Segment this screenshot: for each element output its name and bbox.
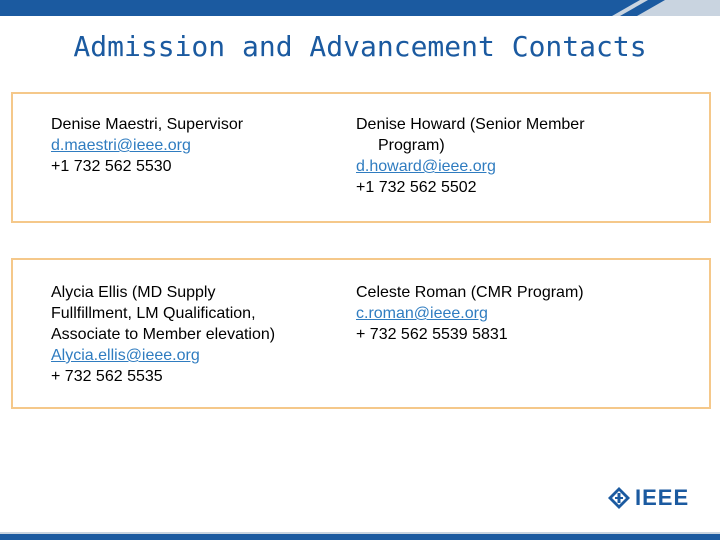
contact-card-roman — [356, 282, 584, 345]
contact-phone: +1 732 562 5530 — [51, 158, 172, 175]
contact-name: Denise Maestri, Supervisor — [51, 116, 244, 133]
ieee-logo — [607, 484, 697, 512]
contact-phone: + 732 562 5535 — [51, 368, 163, 385]
contacts-box-top — [11, 92, 711, 223]
ieee-wordmark: IEEE — [635, 485, 690, 510]
contact-name: Celeste Roman (CMR Program) — [356, 284, 584, 301]
bottom-banner — [0, 532, 720, 540]
contact-email-link[interactable]: d.maestri@ieee.org — [51, 137, 191, 154]
contacts-box-bottom — [11, 258, 711, 409]
contact-name-continued: Associate to Member elevation) — [51, 326, 276, 343]
contact-name: Denise Howard (Senior Member — [356, 116, 585, 133]
contact-card-howard — [356, 114, 585, 198]
top-banner — [0, 0, 720, 16]
contact-name-continued: Fullfillment, LM Qualification, — [51, 305, 256, 322]
contact-phone: + 732 562 5539 5831 — [356, 326, 508, 343]
contact-email-link[interactable]: c.roman@ieee.org — [356, 305, 488, 322]
contact-name-continued: Program) — [378, 137, 445, 154]
page-title: Admission and Advancement Contacts — [73, 30, 647, 63]
contact-card-maestri — [51, 114, 243, 177]
contact-name: Alycia Ellis (MD Supply — [51, 284, 216, 301]
contact-email-link[interactable]: Alycia.ellis@ieee.org — [51, 347, 200, 364]
ieee-diamond-icon — [607, 486, 631, 510]
contact-email-link[interactable]: d.howard@ieee.org — [356, 158, 496, 175]
contact-card-ellis — [51, 282, 275, 387]
contact-phone: +1 732 562 5502 — [356, 179, 477, 196]
